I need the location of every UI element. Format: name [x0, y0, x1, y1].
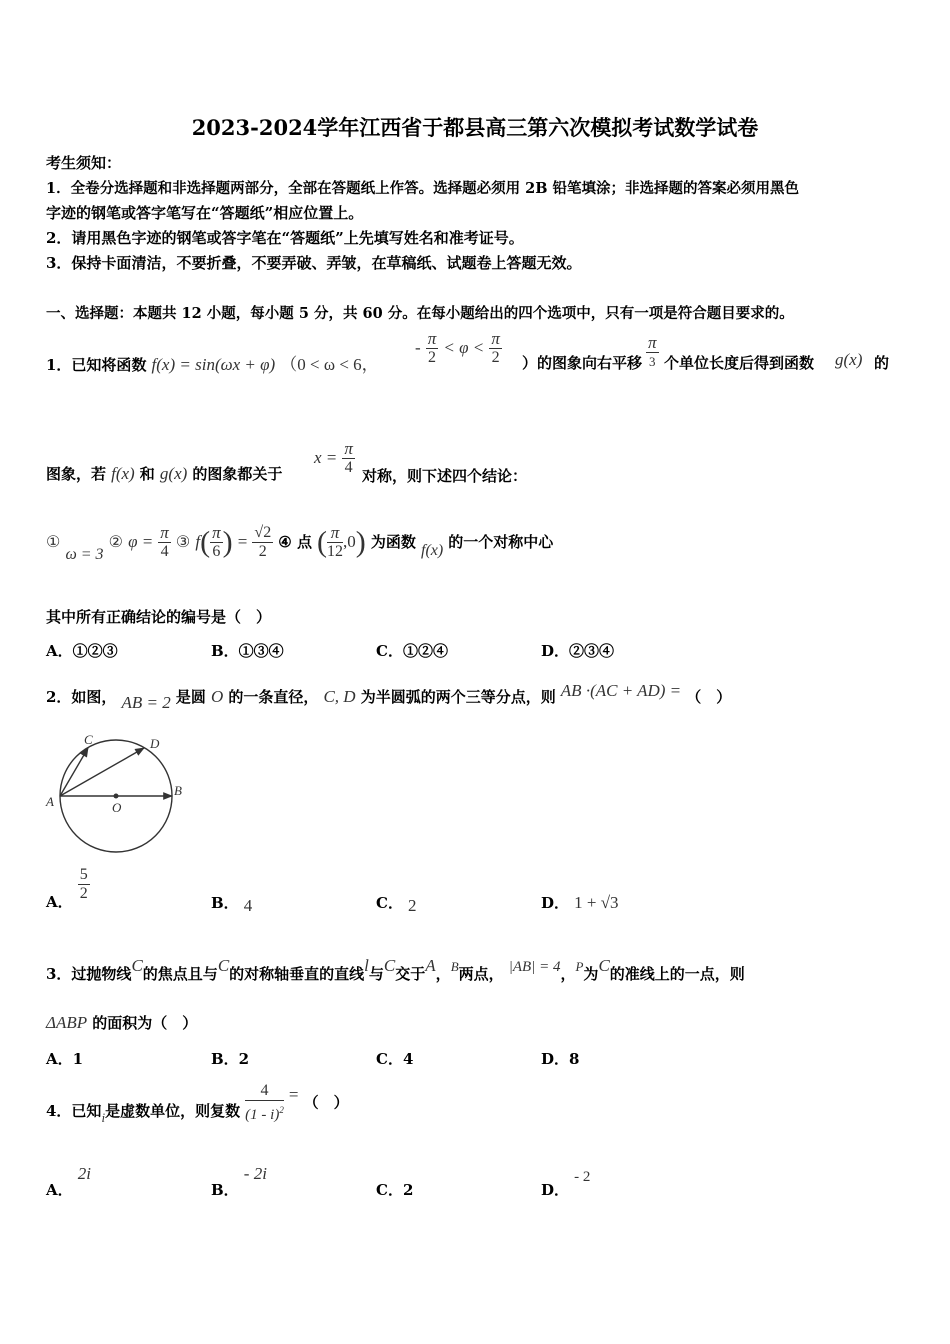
q1-g-expr: g(x)	[835, 350, 863, 369]
q1-and: 和	[139, 465, 155, 483]
q4-exponent: 2	[279, 1105, 284, 1115]
q1-neg-sign: -	[415, 338, 421, 357]
two-denominator: 2	[258, 543, 267, 560]
q3-option-c[interactable]: C．4	[376, 1050, 414, 1068]
q1-line2	[46, 463, 282, 484]
twelve-denominator: 12	[327, 543, 344, 560]
q3-directrix: 的准线上的一点，则	[609, 965, 745, 983]
q4-denominator	[245, 1101, 284, 1124]
q3-c1: C	[131, 956, 143, 975]
notice-item-2: 2．请用黑色字迹的钢笔或答字笔在“答题纸”上先填写姓名和准考证号。	[46, 229, 524, 247]
q2-stem	[46, 681, 732, 712]
q4-stem	[46, 1082, 349, 1124]
q1-pi-over-2	[489, 330, 502, 367]
q1-c1: ①	[46, 534, 61, 551]
q3-p: P	[575, 959, 584, 974]
q4-option-c[interactable]: C．2	[376, 1181, 414, 1199]
q4-blank: （ ）	[303, 1093, 349, 1112]
q4-option-a-value: 2i	[77, 1164, 91, 1183]
notice-item-3: 3．保持卡面清洁，不要折叠，不要弄破、弄皱，在草稿纸、试题卷上答题无效。	[46, 254, 582, 272]
vector-ad	[60, 748, 144, 796]
q4-numerator: 4	[245, 1082, 284, 1101]
q1-phi-range	[415, 330, 502, 367]
six-denominator: 6	[212, 543, 221, 560]
notice-item-1: 1．全卷分选择题和非选择题两部分，全部在答题纸上作答。选择题必须用 2B 铅笔填涂；非选择题的答案必须用黑色	[46, 180, 800, 197]
q1-neg-pi-over-2	[426, 330, 439, 367]
q3-perp-line: 的对称轴垂直的直线	[229, 965, 365, 983]
q1-x-eq: x =	[314, 448, 338, 467]
q1-option-b[interactable]: B．①③④	[211, 642, 284, 660]
q3-with: 与	[368, 965, 384, 983]
exam-title: 2023-2024学年江西省于都县高三第六次模拟考试数学试卷	[191, 115, 759, 140]
q2-option-c-label: C．	[376, 894, 403, 912]
q1-for-function: 为函数	[370, 533, 416, 551]
q4-option-d-value: - 2	[574, 1169, 591, 1185]
q4-denominator-base: (1 - i)	[245, 1107, 280, 1123]
q4-eq: =	[288, 1084, 299, 1104]
q3-c3: C	[383, 956, 396, 975]
q3-option-a[interactable]: A．1	[46, 1050, 84, 1068]
q1-text-image: 图象，若	[46, 465, 107, 483]
q3-comma2: ，	[560, 965, 576, 983]
q2-option-b-label: B．	[211, 894, 239, 912]
notice-item-1-cont: 字迹的钢笔或答字笔写在“答题纸”相应位置上。	[46, 204, 364, 222]
q3-intersect: 交于	[395, 965, 426, 983]
q3-l: l	[364, 956, 369, 975]
q3-two-points: 两点，	[458, 965, 504, 983]
q2-trisection: 为半圆弧的两个三等分点，则	[360, 688, 556, 706]
q1-c2: ②	[108, 534, 123, 551]
q2-cd: C, D	[323, 687, 356, 706]
q2-circle-figure	[40, 728, 200, 858]
q1-gx: g(x)	[159, 464, 188, 483]
q1-option-a[interactable]: A．①②③	[46, 642, 118, 660]
q1-f: f	[195, 532, 201, 551]
two-denominator: 2	[491, 349, 500, 366]
q2-vector-expr: AB ·(AC + AD) =	[560, 681, 682, 700]
q4-intro: 4．已知	[46, 1101, 102, 1120]
label-b: B	[174, 783, 182, 798]
q3-ab-length: |AB| = 4	[508, 959, 561, 975]
q1-omega3: ω = 3	[65, 546, 104, 563]
two-denominator: 2	[79, 885, 88, 902]
q1-stem: 1．已知将函数	[46, 356, 147, 374]
pi-numerator: π	[427, 329, 437, 348]
q3-stem	[46, 955, 745, 983]
q1-option-d[interactable]: D．②③④	[541, 642, 615, 660]
q2-is-circle: 是圆	[175, 688, 206, 706]
q1-ask: 其中所有正确结论的编号是（ ）	[46, 608, 272, 626]
q1-phi-eq: φ =	[128, 532, 154, 551]
q2-diameter: 的一条直径，	[228, 688, 319, 706]
q1-pi-over-3	[646, 334, 659, 371]
q1-axis-x-pi-4	[314, 440, 355, 477]
q2-option-b[interactable]	[211, 892, 252, 913]
pi-numerator: π	[212, 523, 221, 542]
q2-blank: （ ）	[686, 688, 732, 706]
q4-option-d[interactable]	[541, 1165, 591, 1199]
pi-numerator: π	[344, 439, 353, 458]
q3-focus: 的焦点且与	[142, 965, 218, 983]
q1-c4: ④ 点	[278, 533, 312, 551]
q4-option-a-label: A．	[46, 1181, 73, 1199]
q3-is: 为	[583, 965, 599, 983]
q1-comma-zero: ,0	[343, 532, 356, 551]
q2-option-a-label: A．	[46, 893, 73, 911]
q3-c2: C	[217, 956, 230, 975]
three-denominator: 3	[649, 354, 656, 369]
label-d: D	[150, 736, 160, 751]
q1-omega-range: （0 < ω < 6，	[280, 355, 379, 374]
label-o: O	[112, 800, 122, 815]
q3-b: B	[450, 959, 459, 974]
four-denominator: 4	[344, 459, 353, 476]
pi-numerator: π	[648, 333, 657, 352]
q3-c4: C	[598, 956, 610, 975]
q3-triangle: ΔABP	[46, 1013, 88, 1032]
q4-option-b[interactable]	[211, 1163, 267, 1199]
q3-option-b[interactable]: B．2	[211, 1050, 250, 1068]
q1-f-expr: f(x) = sin(ωx + φ)	[151, 355, 276, 374]
q1-symmetry-center: 的一个对称中心	[448, 533, 554, 551]
two-denominator: 2	[428, 349, 437, 366]
center-dot	[114, 794, 119, 799]
q1-c3: ③	[175, 534, 191, 551]
q1-conclusions: ① ω = 3 ② φ = $\frac{\pi}{4}$ ③ f( $\frac{\pi}{6}$ ) = $\frac{√2}{2}$ ④ 点 ( $\frac{\pi}{12}$ ,0) 为函数 f(x) 的一个对称中心	[46, 523, 554, 563]
q1-de: 的	[874, 354, 890, 372]
q1-symmetric-about: 的图象都关于	[192, 465, 283, 483]
pi-numerator: π	[160, 523, 169, 542]
q4-option-b-value: - 2i	[243, 1164, 267, 1183]
q2-option-b-value: 4	[243, 896, 253, 915]
q3-ask	[46, 1012, 197, 1033]
pi-numerator: π	[327, 524, 343, 543]
q4-option-a[interactable]	[46, 1163, 91, 1199]
q2-option-d-label: D．	[541, 894, 570, 912]
q1-fx-2: f(x)	[421, 542, 444, 559]
q4-option-b-label: B．	[211, 1181, 239, 1199]
q1-line1	[46, 350, 379, 375]
section-heading: 一、选择题：本题共 12 小题，每小题 5 分，共 60 分。在每小题给出的四个选项中，只有一项是符合题目要求的。	[46, 305, 794, 322]
q2-o: O	[210, 687, 224, 706]
four-denominator: 4	[160, 543, 169, 560]
q4-i: i	[101, 1109, 106, 1125]
q3-intro: 3．过抛物线	[46, 965, 132, 983]
q4-option-d-label: D．	[541, 1181, 570, 1199]
q2-option-a[interactable]	[46, 866, 90, 911]
q2-option-d[interactable]	[541, 892, 619, 913]
q3-area-ask: 的面积为（ ）	[92, 1014, 198, 1032]
q2-option-c[interactable]	[376, 892, 417, 913]
label-a: A	[46, 794, 54, 809]
q2-option-c-value: 2	[408, 896, 417, 915]
q3-comma: ，	[435, 965, 451, 983]
notice-heading: 考生须知：	[46, 154, 122, 172]
q4-complex: 是虚数单位，则复数	[105, 1101, 241, 1120]
pi-numerator: π	[491, 329, 500, 348]
q1-eq: =	[237, 532, 248, 551]
q1-conclusions-intro: 对称，则下述四个结论：	[362, 467, 528, 485]
q1-option-c[interactable]: C．①②④	[376, 642, 448, 660]
q1-fx: f(x)	[111, 464, 135, 483]
sqrt2-numerator: √2	[254, 524, 272, 541]
q3-a: A	[425, 956, 436, 975]
q2-option-d-value: 1 + √3	[574, 893, 619, 912]
q1-shift-text: ）的图象向右平移	[522, 354, 643, 372]
q1-unit-text: 个单位长度后得到函数	[664, 354, 815, 372]
label-c: C	[84, 732, 93, 747]
q2-intro: 2．如图，	[46, 688, 117, 706]
q3-option-d[interactable]: D．8	[541, 1050, 580, 1068]
five-numerator: 5	[79, 866, 88, 883]
q1-phi-ineq: < φ <	[443, 338, 485, 357]
q2-ab2: AB = 2	[121, 693, 171, 712]
